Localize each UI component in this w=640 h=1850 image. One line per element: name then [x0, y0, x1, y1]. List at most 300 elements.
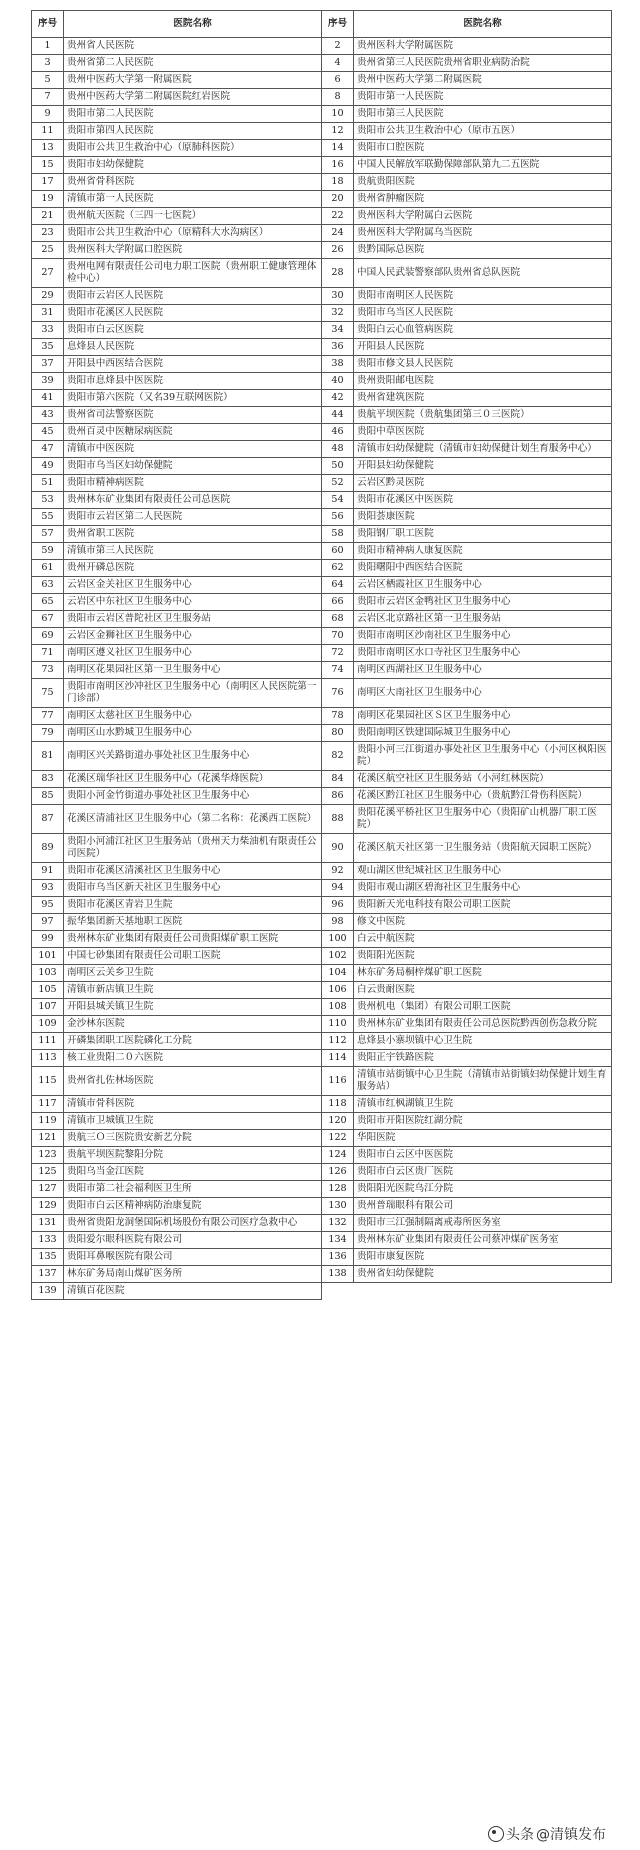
- row-num-left: 43: [32, 407, 64, 424]
- row-num-left: 115: [32, 1067, 64, 1096]
- row-num-left: 1: [32, 38, 64, 55]
- table-row: [32, 662, 612, 679]
- table-row: [32, 771, 612, 788]
- table-row: [32, 1147, 612, 1164]
- hospital-list-table: [31, 10, 612, 1300]
- row-num-right: 88: [322, 805, 354, 834]
- table-header-row: [32, 11, 612, 38]
- hospital-name-right: 白云贵耐医院: [354, 982, 612, 999]
- table-row: [32, 1016, 612, 1033]
- row-num-right: 6: [322, 72, 354, 89]
- hospital-name-right: 贵州林东矿业集团有限责任公司蔡冲煤矿医务室: [354, 1232, 612, 1249]
- hospital-name-left: 花溪区瑞华社区卫生服务中心（花溪华烽医院）: [64, 771, 322, 788]
- table-row: [32, 1266, 612, 1283]
- hospital-name-left: 贵阳市花溪区清溪社区卫生服务中心: [64, 863, 322, 880]
- row-num-left: 119: [32, 1113, 64, 1130]
- row-num-right: 12: [322, 123, 354, 140]
- hospital-name-right: 贵阳钢厂职工医院: [354, 526, 612, 543]
- table-row: [32, 38, 612, 55]
- hospital-name-left: 贵阳市云岩区第二人民医院: [64, 509, 322, 526]
- hospital-name-left: 贵阳市第二社会福利医卫生所: [64, 1181, 322, 1198]
- hospital-name-right: 清镇市红枫湖镇卫生院: [354, 1096, 612, 1113]
- row-num-left: 21: [32, 208, 64, 225]
- row-num-left: 3: [32, 55, 64, 72]
- row-num-right: 84: [322, 771, 354, 788]
- hospital-name-left: 贵阳市花溪区青岩卫生院: [64, 897, 322, 914]
- row-num-left: 133: [32, 1232, 64, 1249]
- row-num-right: 128: [322, 1181, 354, 1198]
- hospital-name-right: 开阳县妇幼保健院: [354, 458, 612, 475]
- table-row: [32, 788, 612, 805]
- hospital-name-right: 贵航平坝医院（贵航集团第三０三医院）: [354, 407, 612, 424]
- hospital-name-left: 金沙林东医院: [64, 1016, 322, 1033]
- table-row: [32, 424, 612, 441]
- row-num-left: 11: [32, 123, 64, 140]
- row-num-right: 126: [322, 1164, 354, 1181]
- hospital-name-right: 修文中医院: [354, 914, 612, 931]
- hospital-name-right: 贵阳市第三人民医院: [354, 106, 612, 123]
- row-num-right: 100: [322, 931, 354, 948]
- table-row: [32, 1249, 612, 1266]
- row-num-left: 93: [32, 880, 64, 897]
- watermark-account: @清镇发布: [536, 1827, 606, 1843]
- hospital-name-left: 贵州林东矿业集团有限责任公司贵阳煤矿职工医院: [64, 931, 322, 948]
- row-num-left: 103: [32, 965, 64, 982]
- table-row: [32, 560, 612, 577]
- hospital-name-right: 云岩区黔灵医院: [354, 475, 612, 492]
- hospital-name-left: 贵州中医药大学第一附属医院: [64, 72, 322, 89]
- row-num-left: 33: [32, 322, 64, 339]
- row-num-right: 76: [322, 679, 354, 708]
- row-num-left: 35: [32, 339, 64, 356]
- row-num-right: 28: [322, 259, 354, 288]
- hospital-name-right: 贵阳市口腔医院: [354, 140, 612, 157]
- hospital-name-right: 贵州机电（集团）有限公司职工医院: [354, 999, 612, 1016]
- row-num-left: 131: [32, 1215, 64, 1232]
- table-row: [32, 373, 612, 390]
- row-num-right: 42: [322, 390, 354, 407]
- hospital-name-left: 核工业贵阳二０六医院: [64, 1050, 322, 1067]
- hospital-name-right: 贵阳市第一人民医院: [354, 89, 612, 106]
- hospital-name-left: 贵州省职工医院: [64, 526, 322, 543]
- row-num-right: 48: [322, 441, 354, 458]
- hospital-name-left: 贵州中医药大学第二附属医院红岩医院: [64, 89, 322, 106]
- row-num-right: 116: [322, 1067, 354, 1096]
- row-num-left: 73: [32, 662, 64, 679]
- hospital-name-left: 贵阳小河金竹街道办事处社区卫生服务中心: [64, 788, 322, 805]
- row-num-left: 45: [32, 424, 64, 441]
- hospital-name-right: 贵阳花溪平桥社区卫生服务中心（贵阳矿山机器厂职工医院）: [354, 805, 612, 834]
- hospital-name-right: 贵州林东矿业集团有限责任公司总医院黔西创伤急救分院: [354, 1016, 612, 1033]
- row-num-right: 62: [322, 560, 354, 577]
- table-row: [32, 259, 612, 288]
- hospital-name-right: 花溪区航天社区第一卫生服务站（贵阳航天园职工医院）: [354, 834, 612, 863]
- table-row: [32, 191, 612, 208]
- hospital-name-left: 南明区云关乡卫生院: [64, 965, 322, 982]
- row-num-right: 108: [322, 999, 354, 1016]
- hospital-name-right: 贵阳南明区铁建国际城卫生服务中心: [354, 725, 612, 742]
- row-num-left: 101: [32, 948, 64, 965]
- table-row: [32, 225, 612, 242]
- row-num-left: 37: [32, 356, 64, 373]
- hospital-name-left: 贵阳市云岩区人民医院: [64, 288, 322, 305]
- row-num-left: 57: [32, 526, 64, 543]
- table-row: [32, 123, 612, 140]
- row-num-right: 60: [322, 543, 354, 560]
- row-num-right: 106: [322, 982, 354, 999]
- table-row: [32, 982, 612, 999]
- row-num-right: 112: [322, 1033, 354, 1050]
- hospital-name-left: 云岩区中东社区卫生服务中心: [64, 594, 322, 611]
- hospital-name-left: 贵州电网有限责任公司电力职工医院（贵州职工健康管理体检中心）: [64, 259, 322, 288]
- hospital-name-right: 林东矿务局桐梓煤矿职工医院: [354, 965, 612, 982]
- row-num-left: 125: [32, 1164, 64, 1181]
- row-num-right: 18: [322, 174, 354, 191]
- table-row: [32, 1164, 612, 1181]
- row-num-left: 41: [32, 390, 64, 407]
- row-num-right: 120: [322, 1113, 354, 1130]
- hospital-name-right: 贵州医科大学附属乌当医院: [354, 225, 612, 242]
- hospital-name-left: 贵阳市公共卫生救治中心（原精科大水沟病区）: [64, 225, 322, 242]
- hospital-name-left: 贵阳市第四人民医院: [64, 123, 322, 140]
- hospital-name-left: 林东矿务局南山煤矿医务所: [64, 1266, 322, 1283]
- hospital-name-left: 贵州开磷总医院: [64, 560, 322, 577]
- row-num-right: 20: [322, 191, 354, 208]
- row-num-left: 139: [32, 1283, 64, 1300]
- hospital-name-right: 贵阳荟康医院: [354, 509, 612, 526]
- row-num-left: 15: [32, 157, 64, 174]
- row-num-left: 31: [32, 305, 64, 322]
- table-row: [32, 441, 612, 458]
- row-num-left: 127: [32, 1181, 64, 1198]
- watermark: [484, 1822, 610, 1846]
- hospital-name-left: 清镇市中医医院: [64, 441, 322, 458]
- row-num-right: 104: [322, 965, 354, 982]
- hospital-name-left: 振华集团新天基地职工医院: [64, 914, 322, 931]
- row-num-left: 107: [32, 999, 64, 1016]
- hospital-name-left: 贵航平坝医院黎阳分院: [64, 1147, 322, 1164]
- row-num-right: 96: [322, 897, 354, 914]
- hospital-name-right: 贵阳市精神病人康复医院: [354, 543, 612, 560]
- table-row: [32, 458, 612, 475]
- hospital-name-left: 贵阳市精神病医院: [64, 475, 322, 492]
- header-name-left: 医院名称: [64, 11, 322, 38]
- row-num-left: 85: [32, 788, 64, 805]
- row-num-left: 137: [32, 1266, 64, 1283]
- hospital-name-left: 贵阳市白云区精神病防治康复院: [64, 1198, 322, 1215]
- hospital-name-right: 贵阳曙阳中西医结合医院: [354, 560, 612, 577]
- hospital-name-right: 贵航贵阳医院: [354, 174, 612, 191]
- table-row: [32, 89, 612, 106]
- hospital-name-left: 贵州省第二人民医院: [64, 55, 322, 72]
- row-num-left: 47: [32, 441, 64, 458]
- row-num-right: 92: [322, 863, 354, 880]
- row-num-right: 58: [322, 526, 354, 543]
- hospital-name-right: 息烽县小寨坝镇中心卫生院: [354, 1033, 612, 1050]
- hospital-name-right: 贵阳市南明区水口寺社区卫生服务中心: [354, 645, 612, 662]
- table-row: [32, 208, 612, 225]
- table-row: [32, 174, 612, 191]
- row-num-left: 69: [32, 628, 64, 645]
- table-row: [32, 999, 612, 1016]
- row-num-right: 32: [322, 305, 354, 322]
- row-num-right: 80: [322, 725, 354, 742]
- hospital-name-right: 贵州省第三人民医院贵州省职业病防治院: [354, 55, 612, 72]
- row-num-right: 110: [322, 1016, 354, 1033]
- hospital-name-left: 南明区花果园社区第一卫生服务中心: [64, 662, 322, 679]
- hospital-name-left: 清镇市第三人民医院: [64, 543, 322, 560]
- hospital-name-left: 贵州省司法警察医院: [64, 407, 322, 424]
- hospital-name-left: 清镇市骨科医院: [64, 1096, 322, 1113]
- row-num-left: 123: [32, 1147, 64, 1164]
- row-num-right: 2: [322, 38, 354, 55]
- row-num-left: 67: [32, 611, 64, 628]
- hospital-name-left: 贵阳乌当金江医院: [64, 1164, 322, 1181]
- hospital-name-left: 贵州省扎佐林场医院: [64, 1067, 322, 1096]
- hospital-name-right: 贵阳阳光医院乌江分院: [354, 1181, 612, 1198]
- hospital-name-left: 开阳县城关镇卫生院: [64, 999, 322, 1016]
- row-num-right: 50: [322, 458, 354, 475]
- table-row: [32, 628, 612, 645]
- row-num-left: 77: [32, 708, 64, 725]
- table-row: [32, 288, 612, 305]
- row-num-right: 74: [322, 662, 354, 679]
- hospital-name-right: 贵阳新天光电科技有限公司职工医院: [354, 897, 612, 914]
- table-row: [32, 834, 612, 863]
- hospital-name-left: 贵阳市云岩区普陀社区卫生服务站: [64, 611, 322, 628]
- hospital-name-left: 南明区太慈社区卫生服务中心: [64, 708, 322, 725]
- hospital-name-right: 贵阳中草医医院: [354, 424, 612, 441]
- hospital-name-right: 观山湖区世纪城社区卫生服务中心: [354, 863, 612, 880]
- row-num-left: 121: [32, 1130, 64, 1147]
- hospital-name-right: [354, 1283, 612, 1300]
- hospital-name-left: 贵州百灵中医糖尿病医院: [64, 424, 322, 441]
- row-num-left: 49: [32, 458, 64, 475]
- row-num-right: 10: [322, 106, 354, 123]
- table-row: [32, 1113, 612, 1130]
- table-row: [32, 390, 612, 407]
- row-num-right: 26: [322, 242, 354, 259]
- hospital-name-right: 贵州省肿瘤医院: [354, 191, 612, 208]
- hospital-name-left: 贵阳市白云区医院: [64, 322, 322, 339]
- row-num-right: 94: [322, 880, 354, 897]
- hospital-name-right: 贵州医科大学附属白云医院: [354, 208, 612, 225]
- hospital-name-left: 贵阳小河浦江社区卫生服务站（贵州天力柴油机有限责任公司医院）: [64, 834, 322, 863]
- hospital-name-right: 南明区大南社区卫生服务中心: [354, 679, 612, 708]
- row-num-right: 46: [322, 424, 354, 441]
- row-num-right: 124: [322, 1147, 354, 1164]
- hospital-name-right: 开阳县人民医院: [354, 339, 612, 356]
- row-num-right: 8: [322, 89, 354, 106]
- row-num-left: 99: [32, 931, 64, 948]
- hospital-name-left: 中国七砂集团有限责任公司职工医院: [64, 948, 322, 965]
- hospital-name-left: 贵阳耳鼻喉医院有限公司: [64, 1249, 322, 1266]
- table-row: [32, 1033, 612, 1050]
- row-num-right: 90: [322, 834, 354, 863]
- row-num-right: 118: [322, 1096, 354, 1113]
- hospital-name-right: 贵阳小河三江街道办事处社区卫生服务中心（小河区枫阳医院）: [354, 742, 612, 771]
- row-num-left: 51: [32, 475, 64, 492]
- row-num-left: 97: [32, 914, 64, 931]
- hospital-name-right: 华阳医院: [354, 1130, 612, 1147]
- row-num-left: 129: [32, 1198, 64, 1215]
- row-num-left: 61: [32, 560, 64, 577]
- watermark-platform: 头条: [506, 1827, 534, 1843]
- header-name-right: 医院名称: [354, 11, 612, 38]
- hospital-name-left: 贵阳市息烽县中医医院: [64, 373, 322, 390]
- hospital-name-right: 贵阳市白云区贵厂医院: [354, 1164, 612, 1181]
- hospital-name-right: 贵阳市乌当区人民医院: [354, 305, 612, 322]
- table-row: [32, 1215, 612, 1232]
- hospital-name-right: 白云中航医院: [354, 931, 612, 948]
- table-row: [32, 526, 612, 543]
- table-row: [32, 475, 612, 492]
- row-num-left: 25: [32, 242, 64, 259]
- row-num-right: [322, 1283, 354, 1300]
- hospital-name-left: 贵阳爱尔眼科医院有限公司: [64, 1232, 322, 1249]
- hospital-name-right: 贵黔国际总医院: [354, 242, 612, 259]
- table-row: [32, 509, 612, 526]
- row-num-left: 19: [32, 191, 64, 208]
- row-num-right: 130: [322, 1198, 354, 1215]
- row-num-left: 59: [32, 543, 64, 560]
- hospital-name-right: 贵阳市公共卫生救治中心（原市五医）: [354, 123, 612, 140]
- hospital-name-right: 贵阳市修文县人民医院: [354, 356, 612, 373]
- row-num-left: 89: [32, 834, 64, 863]
- table-row: [32, 679, 612, 708]
- row-num-right: 4: [322, 55, 354, 72]
- row-num-right: 38: [322, 356, 354, 373]
- row-num-left: 87: [32, 805, 64, 834]
- hospital-name-right: 贵阳市三江强制隔离戒毒所医务室: [354, 1215, 612, 1232]
- hospital-name-right: 中国人民武装警察部队贵州省总队医院: [354, 259, 612, 288]
- table-row: [32, 914, 612, 931]
- hospital-name-left: 南明区兴关路街道办事处社区卫生服务中心: [64, 742, 322, 771]
- table-row: [32, 157, 612, 174]
- hospital-name-right: 贵州医科大学附属医院: [354, 38, 612, 55]
- row-num-left: 135: [32, 1249, 64, 1266]
- hospital-name-right: 贵阳市花溪区中医医院: [354, 492, 612, 509]
- row-num-right: 22: [322, 208, 354, 225]
- table-row: [32, 106, 612, 123]
- row-num-left: 113: [32, 1050, 64, 1067]
- table-row: [32, 55, 612, 72]
- toutiao-logo-icon: [488, 1826, 504, 1842]
- hospital-name-right: 贵州普瑞眼科有限公司: [354, 1198, 612, 1215]
- hospital-name-left: 南明区遵义社区卫生服务中心: [64, 645, 322, 662]
- hospital-name-right: 中国人民解放军联勤保障部队第九二五医院: [354, 157, 612, 174]
- hospital-name-left: 清镇市新店镇卫生院: [64, 982, 322, 999]
- hospital-name-right: 贵州省妇幼保健院: [354, 1266, 612, 1283]
- table-row: [32, 1198, 612, 1215]
- table-row: [32, 322, 612, 339]
- row-num-left: 23: [32, 225, 64, 242]
- row-num-right: 82: [322, 742, 354, 771]
- table-row: [32, 1130, 612, 1147]
- hospital-name-left: 贵州省贵阳龙洞堡国际机场股份有限公司医疗急救中心: [64, 1215, 322, 1232]
- row-num-right: 56: [322, 509, 354, 526]
- table-row: [32, 931, 612, 948]
- table-row: [32, 880, 612, 897]
- hospital-name-right: 贵阳市南明区人民医院: [354, 288, 612, 305]
- row-num-right: 14: [322, 140, 354, 157]
- hospital-name-right: 南明区花果园社区Ｓ区卫生服务中心: [354, 708, 612, 725]
- hospital-name-right: 贵阳市开阳医院红湖分院: [354, 1113, 612, 1130]
- table-row: [32, 140, 612, 157]
- row-num-left: 65: [32, 594, 64, 611]
- row-num-right: 138: [322, 1266, 354, 1283]
- hospital-name-left: 贵阳市第六医院（又名39互联网医院）: [64, 390, 322, 407]
- row-num-left: 5: [32, 72, 64, 89]
- hospital-name-left: 贵阳市公共卫生救治中心（原肺科医院）: [64, 140, 322, 157]
- table-row: [32, 611, 612, 628]
- row-num-left: 117: [32, 1096, 64, 1113]
- hospital-name-left: 清镇市第一人民医院: [64, 191, 322, 208]
- row-num-right: 70: [322, 628, 354, 645]
- hospital-name-right: 清镇市站街镇中心卫生院（清镇市站街镇妇幼保健计划生育服务站）: [354, 1067, 612, 1096]
- hospital-name-right: 贵阳市南明区沙南社区卫生服务中心: [354, 628, 612, 645]
- row-num-right: 86: [322, 788, 354, 805]
- hospital-name-left: 云岩区金狮社区卫生服务中心: [64, 628, 322, 645]
- hospital-name-left: 贵航三Ｏ三医院贵安新艺分院: [64, 1130, 322, 1147]
- hospital-name-right: 贵阳市云岩区金鸭社区卫生服务中心: [354, 594, 612, 611]
- hospital-name-left: 贵阳市第二人民医院: [64, 106, 322, 123]
- hospital-name-right: 贵州中医药大学第二附属医院: [354, 72, 612, 89]
- hospital-name-right: 贵阳白云心血管病医院: [354, 322, 612, 339]
- hospital-name-right: 贵州贵阳邮电医院: [354, 373, 612, 390]
- row-num-right: 44: [322, 407, 354, 424]
- row-num-left: 109: [32, 1016, 64, 1033]
- table-row: [32, 242, 612, 259]
- hospital-name-left: 开阳县中西医结合医院: [64, 356, 322, 373]
- hospital-name-left: 贵阳市南明区沙冲社区卫生服务中心（南明区人民医院第一门诊部）: [64, 679, 322, 708]
- hospital-name-left: 贵州省人民医院: [64, 38, 322, 55]
- header-num-left: 序号: [32, 11, 64, 38]
- row-num-left: 39: [32, 373, 64, 390]
- row-num-right: 98: [322, 914, 354, 931]
- table-row: [32, 577, 612, 594]
- table-row: [32, 407, 612, 424]
- hospital-name-left: 云岩区金关社区卫生服务中心: [64, 577, 322, 594]
- hospital-name-left: 清镇百花医院: [64, 1283, 322, 1300]
- row-num-left: 27: [32, 259, 64, 288]
- row-num-left: 29: [32, 288, 64, 305]
- row-num-left: 55: [32, 509, 64, 526]
- table-row: [32, 339, 612, 356]
- hospital-name-right: 贵阳市康复医院: [354, 1249, 612, 1266]
- row-num-left: 9: [32, 106, 64, 123]
- hospital-name-right: 贵阳正宇铁路医院: [354, 1050, 612, 1067]
- table-row: [32, 492, 612, 509]
- row-num-left: 71: [32, 645, 64, 662]
- row-num-left: 63: [32, 577, 64, 594]
- row-num-right: 134: [322, 1232, 354, 1249]
- hospital-name-left: 开磷集团职工医院磷化工分院: [64, 1033, 322, 1050]
- row-num-left: 79: [32, 725, 64, 742]
- hospital-name-left: 贵州省骨科医院: [64, 174, 322, 191]
- row-num-right: 64: [322, 577, 354, 594]
- row-num-right: 54: [322, 492, 354, 509]
- row-num-right: 40: [322, 373, 354, 390]
- table-row: [32, 72, 612, 89]
- row-num-right: 66: [322, 594, 354, 611]
- table-row: [32, 965, 612, 982]
- hospital-name-left: 贵阳市乌当区新天社区卫生服务中心: [64, 880, 322, 897]
- table-row: [32, 594, 612, 611]
- table-row: [32, 356, 612, 373]
- row-num-right: 30: [322, 288, 354, 305]
- table-row: [32, 543, 612, 560]
